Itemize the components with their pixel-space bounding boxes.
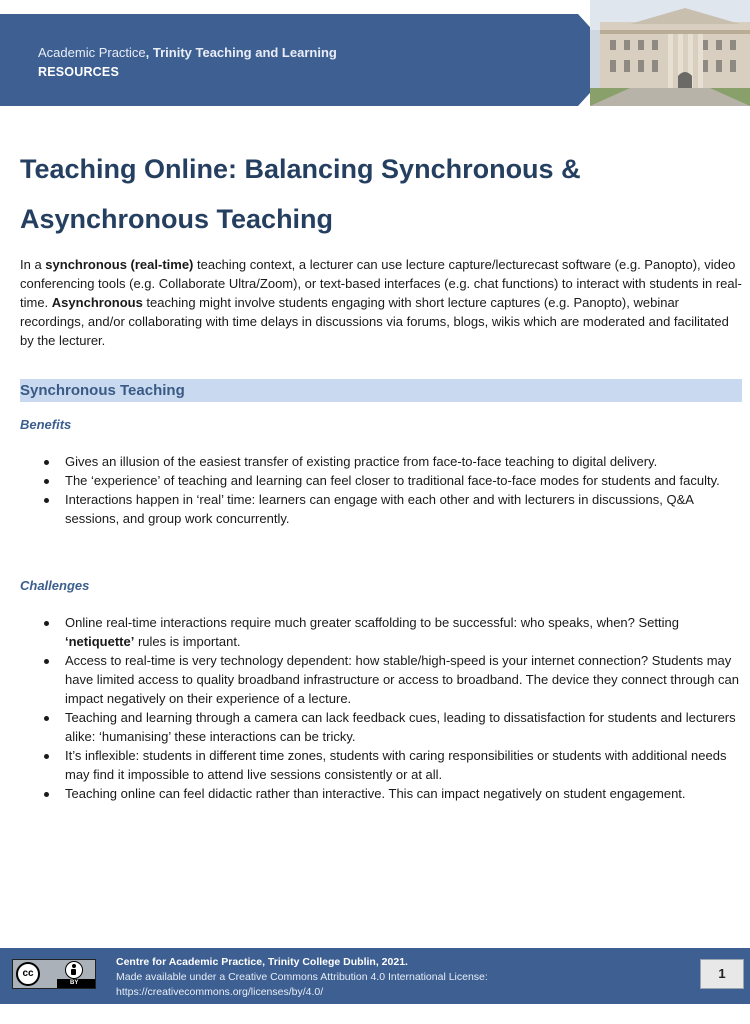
list-item: Teaching and learning through a camera can lack feedback cues, leading to dissatisfaction for students and lecturers alike: ‘humanising’ these interactions can be tricky. (20, 708, 742, 746)
challenges-heading: Challenges (20, 578, 90, 593)
footer-license: Made available under a Creative Commons Attribution 4.0 International License: (116, 971, 488, 983)
bullet-icon (44, 659, 49, 664)
list-item: Teaching online can feel didactic rather than interactive. This can impact negatively on student engagement. (20, 784, 742, 803)
by-label: BY (70, 980, 79, 986)
bullet-icon (44, 498, 49, 503)
footer-license-url[interactable]: https://creativecommons.org/licenses/by/4.0/ (116, 986, 324, 998)
bullet-icon (44, 792, 49, 797)
list-item: Online real-time interactions require much greater scaffolding to be successful: who speaks, when? Setting ‘netiquette’ rules is important. (20, 613, 742, 651)
bullet-icon (44, 479, 49, 484)
list-item: Gives an illusion of the easiest transfer of existing practice from face-to-face teaching to digital delivery. (20, 452, 742, 471)
footer-text (116, 955, 488, 1000)
benefits-list (20, 452, 742, 528)
header-banner (0, 14, 750, 106)
footer (0, 948, 750, 1004)
footer-organisation: Centre for Academic Practice, Trinity College Dublin, 2021. (116, 956, 408, 968)
bullet-icon (44, 754, 49, 759)
section-title: Synchronous Teaching (20, 382, 185, 399)
list-item: Access to real-time is very technology dependent: how stable/high-speed is your internet connection? Students may have limited access to quality broadband infrastructure or access to broadband. The device they connect through can impact negatively on their experience of a lecture. (20, 651, 742, 708)
bullet-icon (44, 716, 49, 721)
attribution-person-icon (65, 961, 83, 979)
benefits-heading: Benefits (20, 417, 72, 432)
cc-by-license-icon[interactable] (12, 959, 96, 989)
header-department: Academic Practice, Trinity Teaching and Learning (38, 45, 337, 60)
section-header-bar (20, 379, 742, 402)
intro-paragraph: In a synchronous (real-time) teaching context, a lecturer can use lecture capture/lecturecast software (e.g. Panopto), video conferencing tools (e.g. Collaborate Ultra/Zoom), or text-based interfaces (e.g. chat functions) to interact with students in real-time. Asynchronous teaching might involve students engaging with short lecture captures (e.g. Panopto), webinar recordings, and/or collaborating with time delays in discussions via forums, blogs, wikis which are moderated and facilitated by the lecturer. (20, 257, 742, 348)
list-item: The ‘experience’ of teaching and learning can feel closer to traditional face-to-face modes for students and faculty. (20, 471, 742, 490)
header-resources-label: RESOURCES (38, 65, 119, 79)
bullet-icon (44, 621, 49, 626)
page-number: 1 (700, 959, 744, 989)
challenges-list (20, 613, 742, 803)
list-item: Interactions happen in ‘real’ time: learners can engage with each other and with lecturers in discussions, Q&A sessions, and group work concurrently. (20, 490, 742, 528)
page-title: Teaching Online: Balancing Synchronous & Asynchronous Teaching (20, 154, 581, 234)
list-item: It’s inflexible: students in different time zones, students with caring responsibilities or students with additional needs may find it impossible to attend live sessions consistently or at all. (20, 746, 742, 784)
cc-icon: cc (16, 962, 40, 986)
college-building-photo (590, 0, 750, 106)
header-arrow-shape (0, 14, 620, 106)
bullet-icon (44, 460, 49, 465)
